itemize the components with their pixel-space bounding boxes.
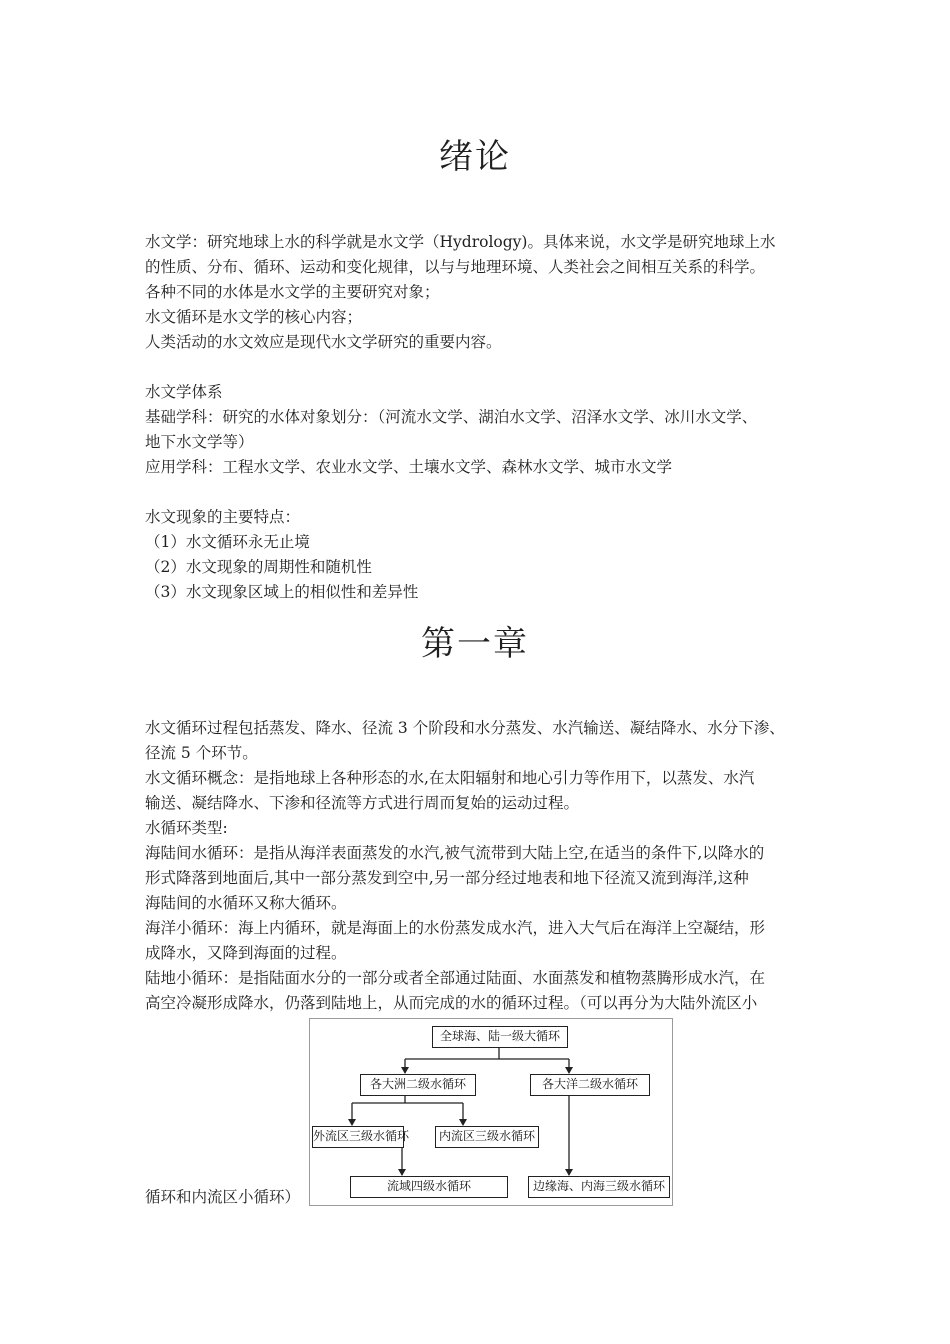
chapter1-line-5: 水循环类型: (145, 819, 228, 837)
intro-line-3: 各种不同的水体是水文学的主要研究对象； (145, 283, 440, 301)
chapter1-line-6: 海陆间水循环：是指从海洋表面蒸发的水汽,被气流带到大陆上空,在适当的条件下,以降水的 (145, 844, 765, 862)
system-applied-line: 应用学科：工程水文学、农业水文学、土壤水文学、森林水文学、城市水文学 (145, 458, 673, 476)
system-basic-line-1: 基础学科：研究的水体对象划分：（河流水文学、湖泊水文学、沼泽水文学、冰川水文学、 (145, 408, 758, 426)
chapter1-line-11: 陆地小循环：是指陆面水分的一部分或者全部通过陆面、水面蒸发和植物蒸腾形成水汽，在 (145, 969, 766, 987)
feature-item-3: （3）水文现象区域上的相似性和差异性 (145, 583, 419, 601)
chapter1-line-8: 海陆间的水循环又称大循环。 (145, 894, 347, 912)
feature-item-1: （1）水文循环永无止境 (145, 533, 310, 551)
intro-title: 绪论 (439, 137, 511, 177)
level3-exorheic-cycle-box: 外流区三级水循环 (312, 1126, 404, 1148)
feature-item-2: （2）水文现象的周期性和随机性 (145, 558, 372, 576)
level2-continent-cycle-box: 各大洲二级水循环 (360, 1074, 476, 1096)
chapter1-line-1: 水文循环过程包括蒸发、降水、径流 3 个阶段和水分蒸发、水汽输送、凝结降水、水分下渗、 (145, 719, 785, 737)
level3-marginal-sea-cycle-box: 边缘海、内海三级水循环 (528, 1176, 670, 1198)
level2-ocean-cycle-box: 各大洋二级水循环 (530, 1074, 650, 1096)
chapter1-line-12: 高空冷凝形成降水，仍落到陆地上，从而完成的水的循环过程。（可以再分为大陆外流区小 (145, 994, 758, 1012)
chapter1-title: 第一章 (421, 624, 529, 664)
system-basic-line-2: 地下水文学等） (145, 433, 254, 451)
level3-endorheic-cycle-box: 内流区三级水循环 (435, 1126, 539, 1148)
level4-basin-cycle-box: 流域四级水循环 (350, 1176, 508, 1198)
intro-line-5: 人类活动的水文效应是现代水文学研究的重要内容。 (145, 333, 502, 351)
chapter1-last-line: 循环和内流区小循环） (145, 1188, 301, 1206)
features-heading: 水文现象的主要特点： (145, 508, 301, 526)
chapter1-line-4: 输送、凝结降水、下渗和径流等方式进行周而复始的运动过程。 (145, 794, 580, 812)
chapter1-line-2: 径流 5 个环节。 (145, 744, 258, 762)
level1-global-cycle-box: 全球海、陆一级大循环 (432, 1026, 568, 1048)
intro-line-4: 水文循环是水文学的核心内容； (145, 308, 363, 326)
water-cycle-hierarchy-diagram (309, 1018, 673, 1206)
system-heading: 水文学体系 (145, 383, 223, 401)
chapter1-line-3: 水文循环概念：是指地球上各种形态的水,在太阳辐射和地心引力等作用下，以蒸发、水汽 (145, 769, 755, 787)
chapter1-line-9: 海洋小循环：海上内循环，就是海面上的水份蒸发成水汽，进入大气后在海洋上空凝结，形 (145, 919, 766, 937)
chapter1-line-10: 成降水，又降到海面的过程。 (145, 944, 347, 962)
intro-line-1: 水文学：研究地球上水的科学就是水文学（Hydrology)。具体来说，水文学是研究地球上水 (145, 233, 776, 251)
intro-line-2: 的性质、分布、循环、运动和变化规律，以与与地理环境、人类社会之间相互关系的科学。 (145, 258, 766, 276)
chapter1-line-7: 形式降落到地面后,其中一部分蒸发到空中,另一部分经过地表和地下径流又流到海洋,这种 (145, 869, 749, 887)
